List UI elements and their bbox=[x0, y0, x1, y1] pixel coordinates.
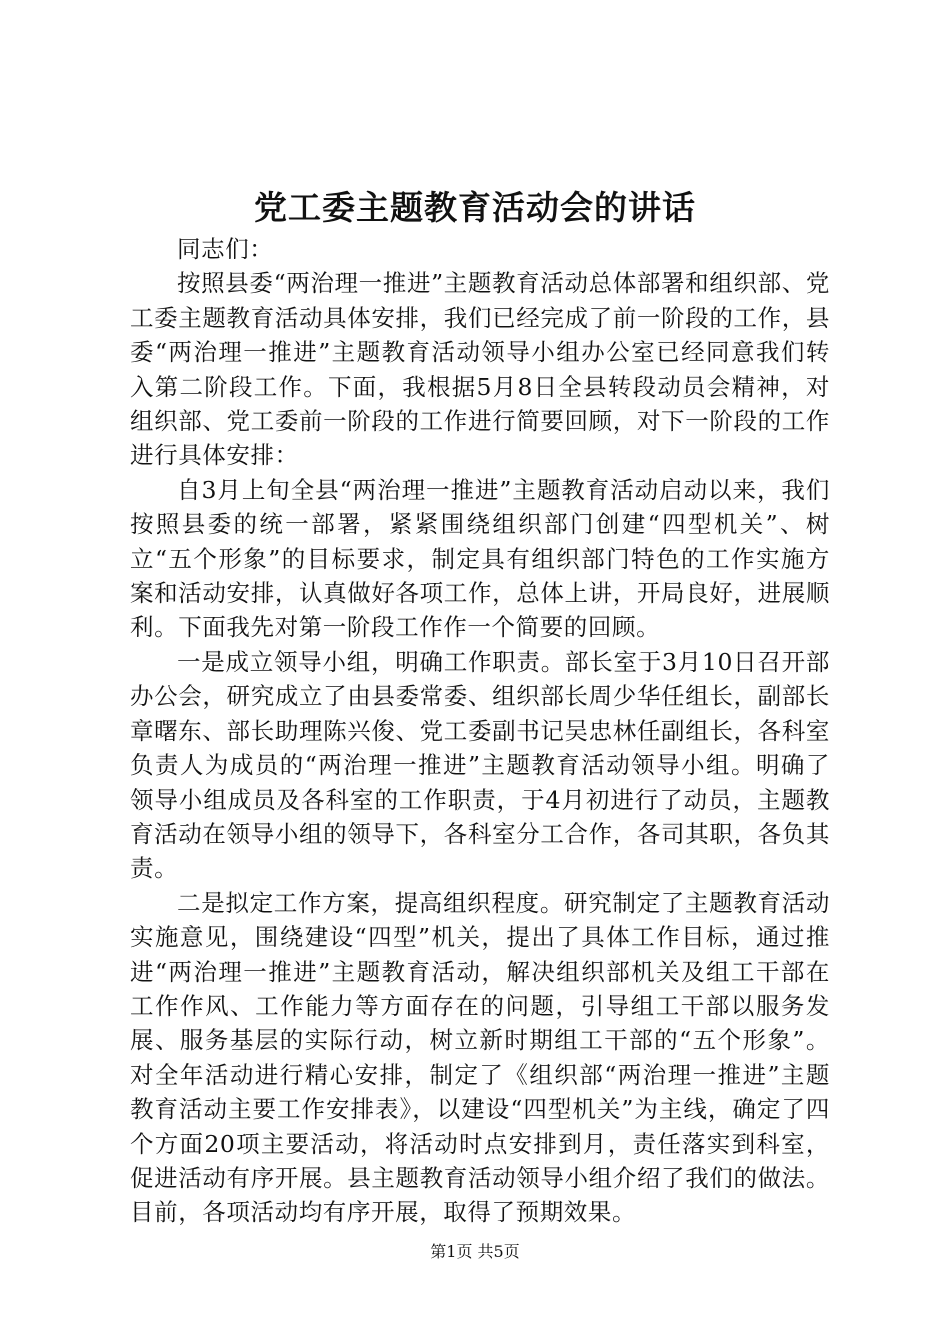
salutation-paragraph: 同志们： bbox=[177, 235, 274, 263]
page-footer: 第1页 共5页 bbox=[430, 1242, 520, 1261]
review-paragraph: 自3月上旬全县“两治理一推进”主题教育活动启动以来，我们按照县委的统一部署，紧紧围绕组织部门创建“四型机关”、树立“五个形象”的目标要求，制定具有组织部门特色的工作实施方案和活动安排，认真做好各项工作，总体上讲，开局良好，进展顺利。下面我先对第一阶段工作作一个简要的回顾。 bbox=[130, 475, 830, 642]
intro-paragraph: 按照县委“两治理一推进”主题教育活动总体部署和组织部、党工委主题教育活动具体安排，我们已经完成了前一阶段的工作，县委“两治理一推进”主题教育活动领导小组办公室已经同意我们转入第二阶段工作。下面，我根据5月8日全县转段动员会精神，对组织部、党工委前一阶段的工作进行简要回顾，对下一阶段的工作进行具体安排： bbox=[130, 269, 830, 470]
document-title: 党工委主题教育活动会的讲话 bbox=[254, 188, 696, 227]
point-one-paragraph: 一是成立领导小组，明确工作职责。部长室于3月10日召开部办公会，研究成立了由县委常委、组织部长周少华任组长，副部长章曙东、部长助理陈兴俊、党工委副书记吴忠林任副组长，各科室负责人为成员的“两治理一推进”主题教育活动领导小组。明确了领导小组成员及各科室的工作职责，于4月初进行了动员，主题教育活动在领导小组的领导下，各科室分工合作，各司其职，各负其责。 bbox=[130, 647, 830, 883]
point-two-paragraph: 二是拟定工作方案，提高组织程度。研究制定了主题教育活动实施意见，围绕建设“四型”机关，提出了具体工作目标，通过推进“两治理一推进”主题教育活动，解决组织部机关及组工干部在工作作风、工作能力等方面存在的问题，引导组工干部以服务发展、服务基层的实际行动，树立新时期组工干部的“五个形象”。对全年活动进行精心安排，制定了《组织部“两治理一推进”主题教育活动主要工作安排表》，以建设“四型机关”为主线，确定了四个方面20项主要活动，将活动时点安排到月，责任落实到科室，促进活动有序开展。县主题教育活动领导小组介绍了我们的做法。目前，各项活动均有序开展，取得了预期效果。 bbox=[130, 888, 830, 1227]
document-body bbox=[130, 232, 830, 1230]
